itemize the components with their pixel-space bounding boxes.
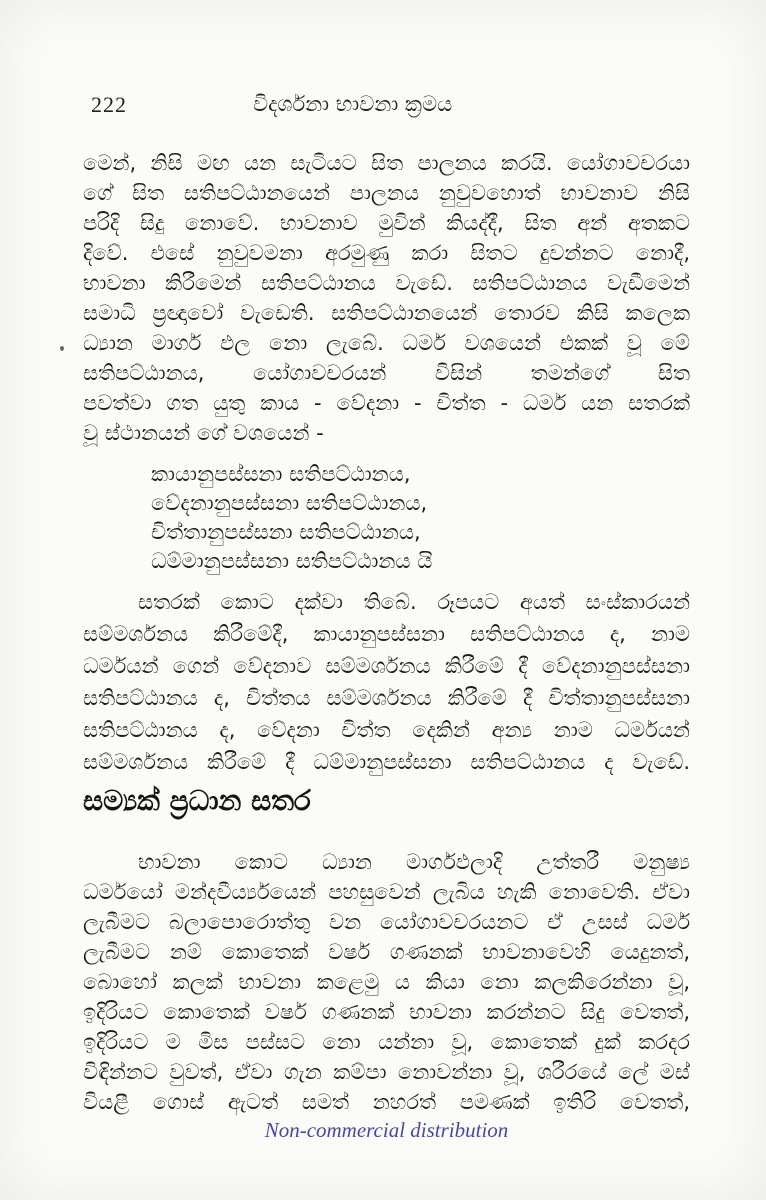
book-title-header: විදර්ශනා භාවනා ක්‍රමය — [253, 92, 453, 116]
text-line: භාවනා කොට ධ්‍යාන මාර්ගඵලාදි උත්තරී මනුෂ්‍ය — [138, 850, 690, 874]
text-line: පවත්වා ගත යුතු කාය - වේදනා - චිත්ත - ධර්ම යන සතරක් — [83, 391, 690, 415]
text-line: බොහෝ කලක් භාවනා කළෙමු ය කියා නො කලකිරෙන්නා වූ, — [83, 970, 690, 994]
text-line: පරිදි සිදු නොවේ. භාවනාව මුවින් කියද්දී, සිත අන් අතකට — [83, 211, 690, 235]
text-line: සම්මර්ශනය කිරීමේ දී ධම්මානුපස්සනා සතිපට්ඨානය ද වැඩේ. — [83, 750, 690, 774]
text-line: වූ ස්ථානයන් ගේ වශයෙන් - — [83, 421, 324, 445]
paragraph-2 — [83, 586, 690, 778]
text-line: භාවනා කිරීමෙන් සතිපට්ඨානය වැඩේ. සතිපට්ඨානය වැඩීමෙන් — [83, 271, 690, 295]
list-line: වේදනානුපස්සනා සතිපට්ඨානය, — [151, 491, 428, 515]
paragraph-1 — [83, 148, 690, 448]
text-line: සතිපට්ඨානය, යෝගාවචරයන් විසින් තමන්ගේ සිත — [83, 361, 690, 385]
text-line: ලැබීමට නම් කොතෙක් වර්ෂ ගණනක් භාවනාවෙහි යෙදුනත්, — [83, 940, 690, 964]
list-line: ධම්මානුපස්සනා සතිපට්ඨානය යි — [151, 549, 433, 573]
text-line: ධර්මයන් ගෙන් වේදනාව සම්මර්ශනය කිරීමේ දී වේදනානුපස්සනා — [83, 654, 690, 678]
list-line: කායානුපස්සනා සතිපට්ඨානය, — [151, 462, 411, 486]
text-line: ධර්මයෝ මන්දවීර්ය්‍යයෙන් පහසුවෙන් ලැබිය හැකි නොවෙති. ඒවා — [83, 880, 690, 904]
satipatthana-list — [83, 460, 690, 576]
text-line: ලැබීමට බලාපොරොත්තු වන යෝගාවචරයනට ඒ උසස් ධර්ම — [83, 910, 690, 934]
text-line: ඉදිරියට ම මිස පස්සට නො යන්නා වූ, කොතෙක් දුක් කරදර — [83, 1030, 690, 1054]
text-line: වියළී ගොස් ඇටත් සමත් නහරත් පමණක් ඉතිරි වෙතත්, — [83, 1090, 690, 1114]
page-number: 222 — [91, 92, 127, 117]
text-line: සමාධි ප්‍රඥාවෝ වැඩෙති. සතිපට්ඨානයෙන් තොරව කිසි කලෙක — [83, 301, 690, 325]
text-line: ගේ සිත සතිපට්ඨානයෙන් පාලනය නුවුවහොත් භාවනාව නිසි — [83, 181, 690, 205]
section-heading: සම්‍යක් ප්‍රධාන සතර — [83, 784, 311, 817]
list-line: චිත්තානුපස්සනා සතිපට්ඨානය, — [151, 520, 421, 544]
text-line: සතිපට්ඨානය ද, වේදනා චිත්ත දෙකින් අන්‍ය නාම ධර්මයන් — [83, 718, 690, 742]
text-line: ධ්‍යාන මාර්ග ඵල නො ලැබේ. ධර්ම වශයෙන් එකක් වූ මේ — [83, 331, 690, 355]
text-line: සම්මර්ශනය කිරීමේදී, කායානුපස්සනා සතිපට්ඨානය ද, නාම — [83, 622, 690, 646]
text-line: ඉදිරියට කොතෙක් වර්ෂ ගණනක් භාවනා කරන්නට සිදු වෙතත්, — [83, 1000, 690, 1024]
text-line: විඳින්නට වුවත්, ඒවා ගැන කම්පා නොවන්නා වූ, ශරීරයේ ලේ මස් — [83, 1060, 690, 1084]
text-line: දිවේ. එසේ නුවුවමනා අරමුණු කරා සිතට දුවන්නට නොදී, — [83, 241, 690, 265]
footer-note: Non-commercial distribution — [264, 1118, 509, 1142]
text-line: සතරක් කොට දක්වා තිබේ. රූපයට අයත් සංස්කාරයන් — [138, 590, 690, 614]
scan-artifact-dot — [60, 346, 64, 351]
text-line: මෙන්, නිසි මඟ යන සැටියට සිත පාලනය කරයි. යෝගාවචරයා — [83, 151, 690, 175]
paragraph-3 — [83, 847, 690, 1117]
text-line: සතිපට්ඨානය ද, චිත්තය සම්මර්ශනය කිරීමේ දී චිත්තානුපස්සනා — [83, 686, 690, 710]
